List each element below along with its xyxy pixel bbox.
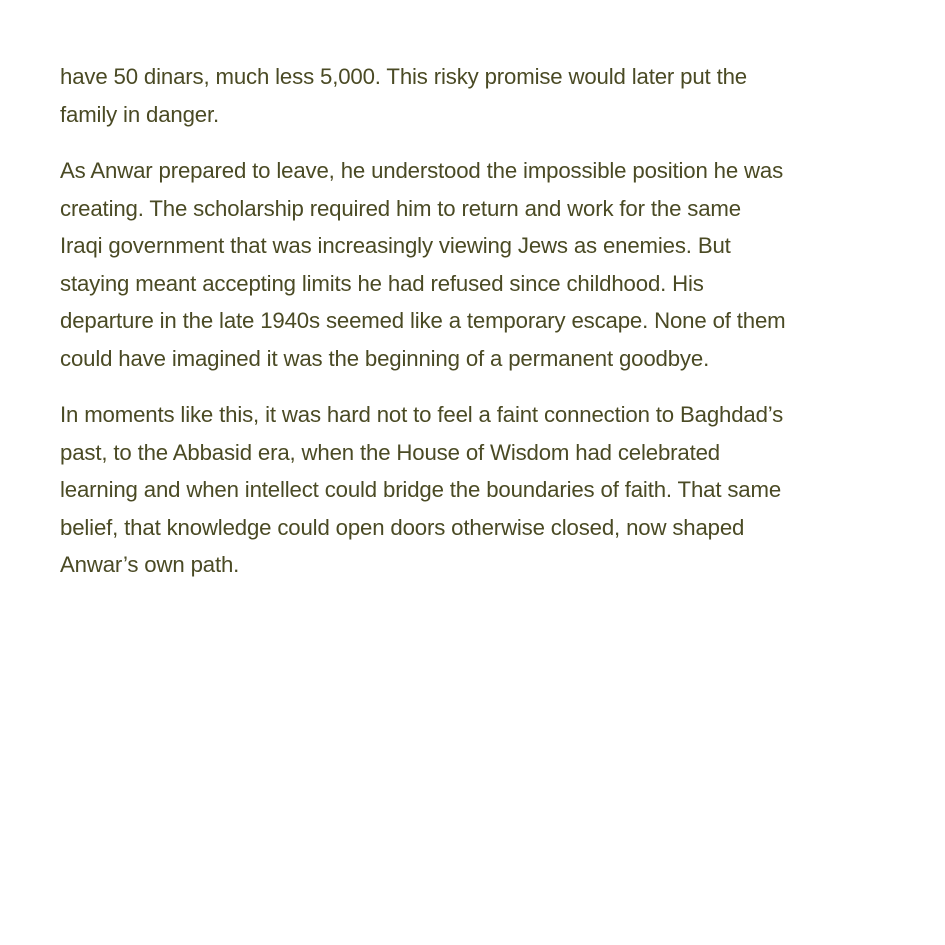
paragraph-line: family in danger. [60,101,220,127]
paragraph-3 [60,396,890,584]
paragraph-line: departure in the late 1940s seemed like a temporary escape. None of them [60,308,786,333]
paragraph-line: creating. The scholarship required him to return and work for the same [60,195,741,221]
paragraph-line: Iraqi government that was increasingly viewing Jews as enemies. But [60,233,731,258]
paragraph-line: learning and when intellect could bridge the boundaries of faith. That same [60,477,782,502]
paragraph-line: In moments like this, it was hard not to feel a faint connection to Baghdad’s [60,402,784,427]
document-page [60,58,890,603]
paragraph-line: staying meant accepting limits he had refused since childhood. His [60,270,704,296]
paragraph-2 [60,152,890,377]
paragraph-1 [60,58,890,133]
paragraph-line: past, to the Abbasid era, when the House of Wisdom had celebrated [60,439,720,465]
paragraph-line: have 50 dinars, much less 5,000. This risky promise would later put the [60,64,747,89]
paragraph-line: could have imagined it was the beginning of a permanent goodbye. [60,345,710,371]
paragraph-line: belief, that knowledge could open doors otherwise closed, now shaped [60,514,745,540]
paragraph-line: Anwar’s own path. [60,552,240,577]
paragraph-line: As Anwar prepared to leave, he understood the impossible position he was [60,158,784,183]
